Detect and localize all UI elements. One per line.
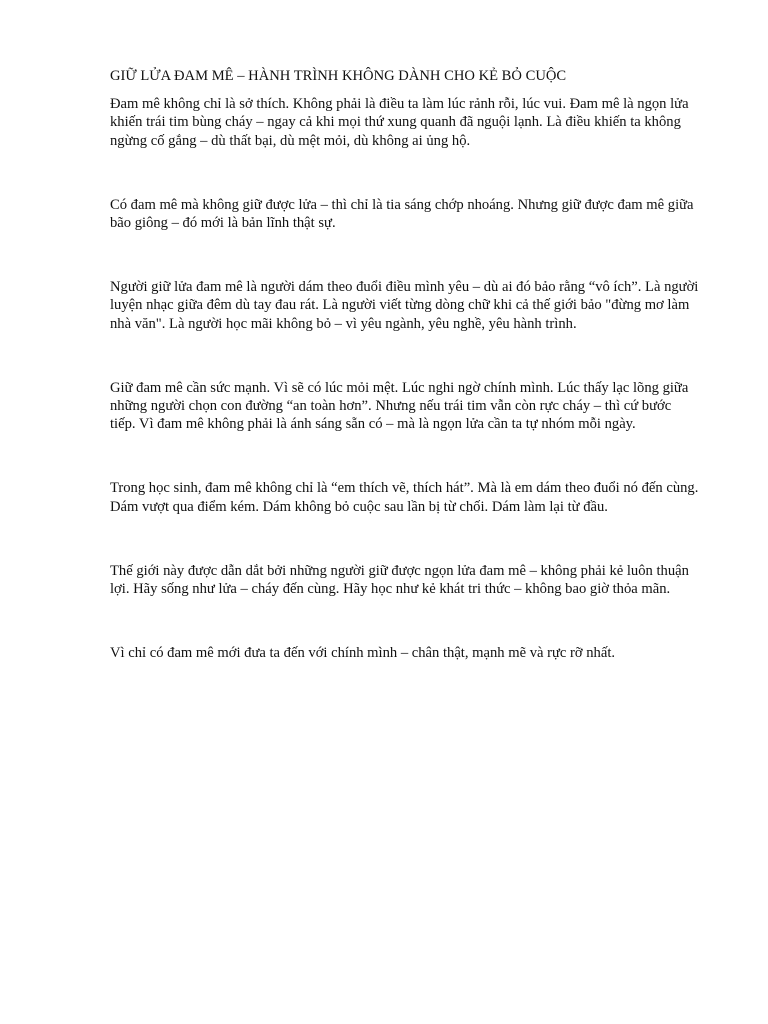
paragraph-2: Có đam mê mà không giữ được lửa – thì chỉ là tia sáng chớp nhoáng. Nhưng giữ được đam mê giữa bão giông – đó mới là bản lĩnh thật sự. xyxy=(110,196,694,232)
document-body xyxy=(110,67,700,708)
paragraph-1: Đam mê không chỉ là sở thích. Không phải là điều ta làm lúc rảnh rỗi, lúc vui. Đam mê là ngọn lửa khiến trái tim bùng cháy – ngay cả khi mọi thứ xung quanh đã nguội lạnh. Là điều khiến ta không ngừng cố gắng – dù thất bại, dù mệt mỏi, dù không ai ủng hộ. xyxy=(110,96,689,149)
paragraph-3: Người giữ lửa đam mê là người dám theo đuổi điều mình yêu – dù ai đó bảo rằng “vô ích”. Là người luyện nhạc giữa đêm dù tay đau rát. Là người viết từng dòng chữ khi cả thế giới bảo "đừng mơ làm nhà văn". Là người học mãi không bỏ – vì yêu ngành, yêu nghề, yêu hành trình. xyxy=(110,279,699,332)
paragraph-7: Vì chỉ có đam mê mới đưa ta đến với chính mình – chân thật, mạnh mẽ và rực rỡ nhất. xyxy=(110,645,616,662)
paragraph-5: Trong học sinh, đam mê không chỉ là “em thích vẽ, thích hát”. Mà là em dám theo đuổi nó đến cùng. Dám vượt qua điểm kém. Dám không bỏ cuộc sau lần bị từ chối. Dám làm lại từ đầu. xyxy=(110,480,699,515)
document-title: GIỮ LỬA ĐAM MÊ – HÀNH TRÌNH KHÔNG DÀNH CHO KẺ BỎ CUỘC xyxy=(110,68,567,84)
paragraph-4: Giữ đam mê cần sức mạnh. Vì sẽ có lúc mỏi mệt. Lúc nghi ngờ chính mình. Lúc thấy lạc lõng giữa những người chọn con đường “an toàn hơn”. Nhưng nếu trái tim vẫn còn rực cháy – thì cứ bước tiếp. Vì đam mê không phải là ánh sáng sẵn có – mà là ngọn lửa cần ta tự nhóm mỗi ngày. xyxy=(110,379,689,433)
paragraph-6: Thế giới này được dẫn dắt bởi những người giữ được ngọn lửa đam mê – không phải kẻ luôn thuận lợi. Hãy sống như lửa – cháy đến cùng. Hãy học như kẻ khát tri thức – không bao giờ thỏa mãn. xyxy=(110,562,689,598)
